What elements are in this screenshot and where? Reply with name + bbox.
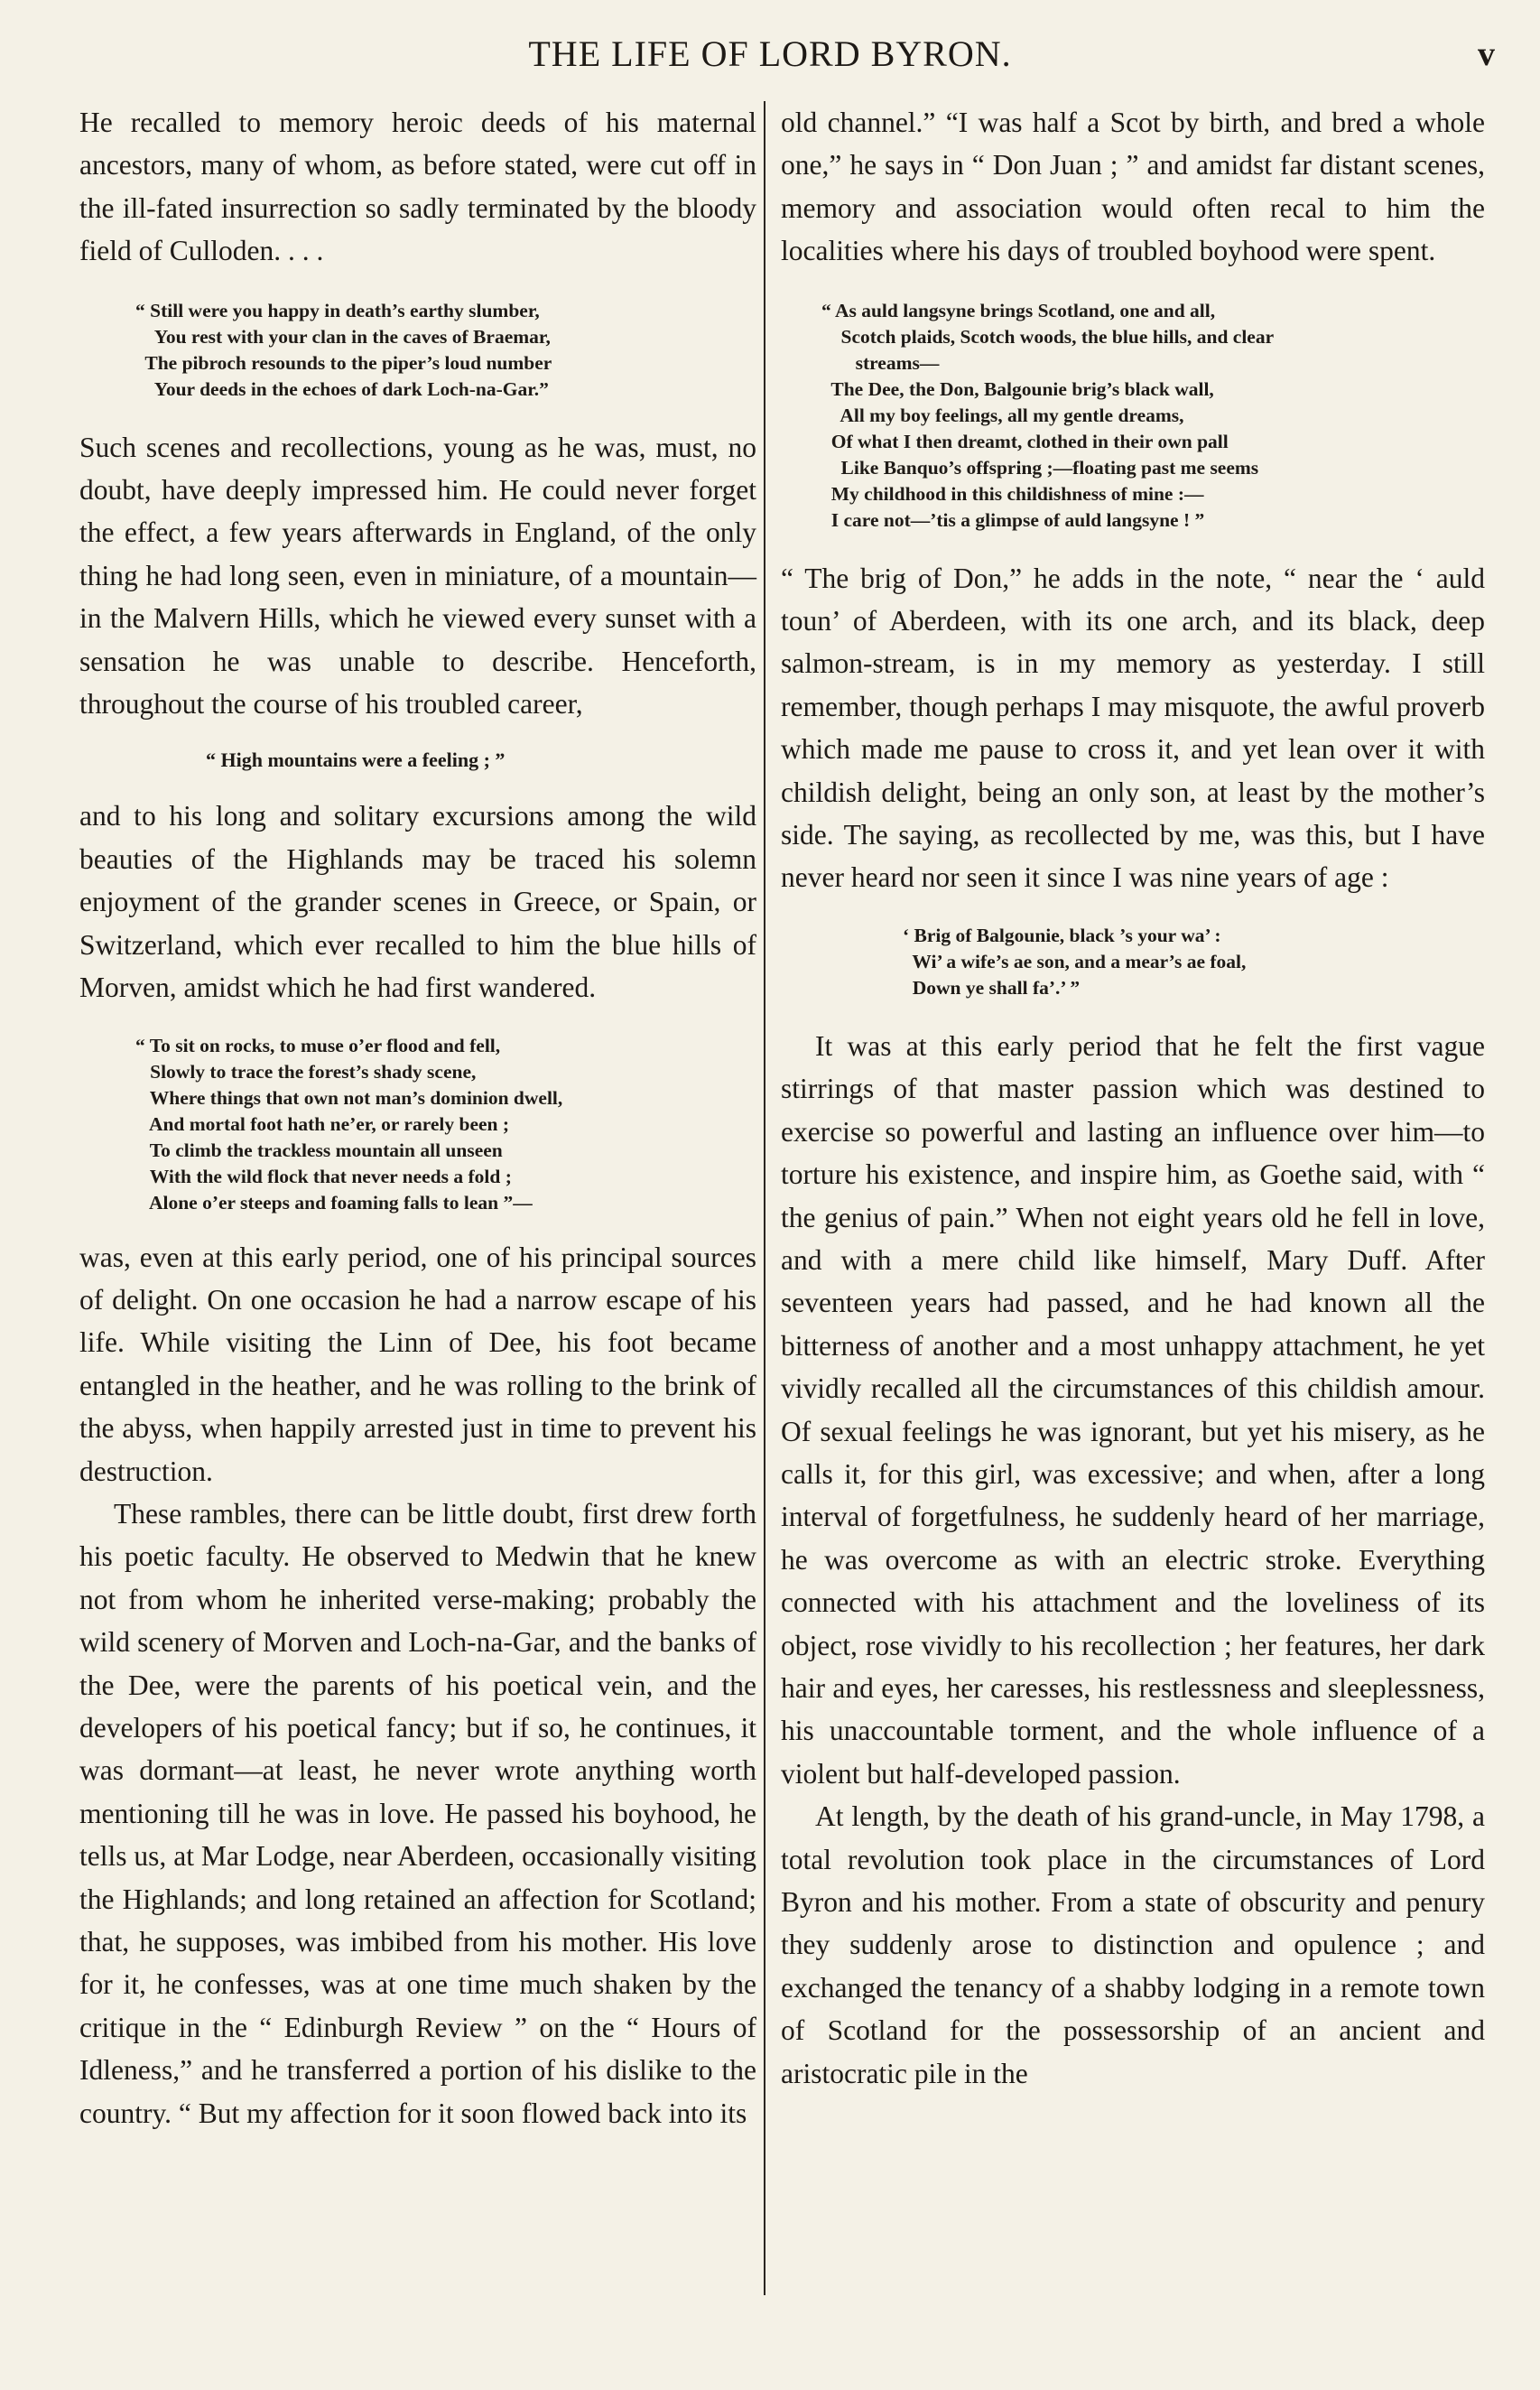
running-title: THE LIFE OF LORD BYRON.: [528, 33, 1012, 74]
left-column: [79, 101, 756, 2134]
paragraph: old channel.” “I was half a Scot by birth, and bred a whole one,” he says in “ Don Juan ; ” and amidst far distant scenes, memory and association would often recal to him the localities where his days of troubled boyhood were spent.: [781, 107, 1485, 267]
paragraph: and to his long and solitary excursions among the wild beauties of the Highlands may be traced his solemn enjoyment of the grander scenes in Greece, or Spain, or Switzerland, which ever recalled to him the blue hills of Morven, amidst which he had first wandered.: [79, 800, 756, 1004]
paragraph: It was at this early period that he felt the first vague stirrings of that master passion which was destined to exercise so powerful and lasting an influence over him—to torture his existence, and inspire him, as Goethe said, with “ the genius of pain.” When not eight years old he fell in love, and with a mere child like himself, Mary Duff. After seventeen years had passed, and he had known all the bitterness of another and a most unhappy attachment, he yet vividly recalled all the circumstances of this childish amour. Of sexual feelings he was ignorant, but yet his misery, as he calls it, for this girl, was excessive; and when, after a long interval of forgetfulness, he suddenly heard of her marriage, he was overcome as with an electric stroke. Everything connected with his attachment and the loveliness of its object, rose vividly to his recollection ; her features, her dark hair and eyes, her caresses, his restlessness and sleeplessness, his unaccountable torment, and the whole influence of a violent but half-developed passion.: [781, 1029, 1485, 1790]
page-number: v: [1478, 35, 1495, 73]
paragraph: These rambles, there can be little doubt, first drew forth his poetic faculty. He observed to Medwin that he knew not from whom he inherited verse-making; probably the wild scenery of Morven and Loch-na-Gar, and the banks of the Dee, were the parents of his poetical vein, and the developers of his poetical fancy; but if so, he continues, it was dormant—at least, he never wrote anything worth mentioning till he was in love. He passed his boyhood, he tells us, at Mar Lodge, near Aberdeen, occasionally visiting the Highlands; and long retained an affection for Scotland; that, he supposes, was imbibed from his mother. His love for it, he confesses, was at one time much shaken by the critique in the “ Edinburgh Review ” on the “ Hours of Idleness,” and he transferred a portion of his dislike to the country. “ But my affection for it soon flowed back into its: [79, 1497, 756, 2129]
paragraph: At length, by the death of his grand-uncle, in May 1798, a total revolution took place in the circumstances of Lord Byron and his mother. From a state of obscurity and penury they suddenly arose to distinction and opulence ; and exchanged the tenancy of a shabby lodging in a remote town of Scotland for the possessorship of an ancient and aristocratic pile in the: [781, 1800, 1485, 2089]
verse-quote: ‘ Brig of Balgounie, black ’s your wa’ : Wi’ a wife’s ae son, and a mear’s ae foal, Down ye shall fa’.’ ”: [903, 924, 1247, 999]
column-divider: [764, 101, 765, 2295]
verse-quote: “ High mountains were a feeling ; ”: [206, 749, 506, 772]
paragraph: was, even at this early period, one of his principal sources of delight. On one occasion he had a narrow escape of his life. While visiting the Linn of Dee, his foot became entangled in the heather, and he was rolling to the brink of the abyss, when happily arrested just in time to prevent his destruction.: [79, 1241, 756, 1487]
verse-quote: “ Still were you happy in death’s earthy slumber, You rest with your clan in the caves of Braemar, The pibroch resounds to the piper’s loud number Your deeds in the echoes of dark Loch-na-Gar.”: [135, 299, 552, 400]
verse-quote: “ As auld langsyne brings Scotland, one and all, Scotch plaids, Scotch woods, the blue hills, and clear streams— The Dee, the Don, Balgounie brig’s black wall, All my boy feelings, all my gentle dreams, Of what I then dreamt, clothed in their own pall Like Banquo’s offspring ;—floating past me seems My childhood in this childishness of mine :— I care not—’tis a glimpse of auld langsyne ! ”: [821, 299, 1275, 531]
paragraph: He recalled to memory heroic deeds of his maternal ancestors, many of whom, as before stated, were cut off in the ill-fated insurrection so sadly terminated by the bloody field of Culloden. . . .: [79, 107, 756, 267]
paragraph: Such scenes and recollections, young as he was, must, no doubt, have deeply impressed him. He could never forget the effect, a few years afterwards in England, of the only thing he had long seen, even in miniature, of a mountain—in the Malvern Hills, which he viewed every sunset with a sensation he was unable to describe. Henceforth, throughout the course of his troubled career,: [79, 431, 756, 721]
page-header: [0, 33, 1540, 87]
paragraph: “ The brig of Don,” he adds in the note, “ near the ‘ auld toun’ of Aberdeen, with its one arch, and its black, deep salmon-stream, is in my memory as yesterday. I still remember, though perhaps I may misquote, the awful proverb which made me pause to cross it, and yet lean over it with childish delight, being an only son, at least by the mother’s side. The saying, as recollected by me, was this, but I have never heard nor seen it since I was nine years of age :: [781, 562, 1485, 894]
right-column: [781, 101, 1485, 2095]
verse-quote: “ To sit on rocks, to muse o’er flood and fell, Slowly to trace the forest’s shady scene, Where things that own not man’s dominion dwell, And mortal foot hath ne’er, or rarely been ; To climb the trackless mountain all unseen With the wild flock that never needs a fold ; Alone o’er steeps and foaming falls to lean ”—: [135, 1034, 563, 1214]
